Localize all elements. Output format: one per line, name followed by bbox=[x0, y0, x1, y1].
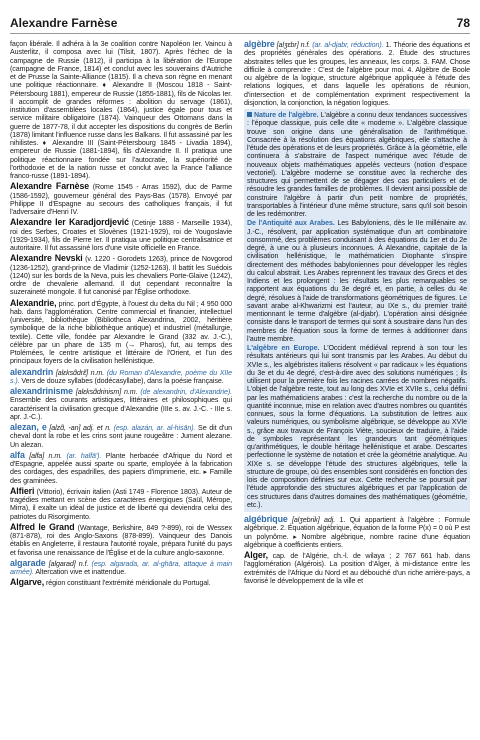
entry-text: (v. 1220 - Gorodets 1263), prince de Novgorod (1236-1252), grand-prince de Vladimir (1252-1263). Il battit les Suédois (1240) sur les bords de la Neva, puis les chevaliers Porte-Glaive (1242), ordre de chevalerie allemand. Il dut cependant reconnaître la suzeraineté mongole. Il fut canonisé par l'Église orthodoxe. bbox=[10, 255, 232, 297]
headword: Alexandre Farnèse bbox=[10, 181, 90, 192]
etymology: (de alexandrin, d'Alexandrie). bbox=[137, 388, 232, 396]
headword: Algarve, bbox=[10, 577, 45, 588]
etymology: (ar. halfā'). bbox=[62, 451, 102, 460]
entry-alexandre-farnese bbox=[10, 182, 232, 216]
panel-section-title: L'algèbre en Europe. bbox=[247, 344, 320, 352]
panel-section-title: Nature de l'algèbre. bbox=[254, 111, 319, 119]
entry-text: princ. port d'Égypte, à l'ouest du delta du Nil ; 4 950 000 hab. dans l'agglomération. Centre commercial et financier, intellectuel (université, bibliothèque (Bibliotheca Alexandrina, 2002, héritière symbolique de la riche bibliothèque antique) et industriel (métallurgie, textile). Cette ville, fondée par Alexandre le Grand (332 av. J.-C.), célèbre par un phare de 135 m (→ Pharos), fut, au temps des Ptolémées, le centre artistique et littéraire de l'Orient, et l'un des principaux foyers de la civilisation hellénistique. bbox=[10, 299, 232, 366]
entry-continuation bbox=[10, 40, 232, 180]
headword: alfa bbox=[10, 449, 25, 460]
entry-text: Ensemble des courants artistiques, littéraires et philosophiques qui caractérisent la civilisation grecque d'Alexandrie (IIIe s. av. J.-C. - IIIe s. apr. J.-C.). bbox=[10, 396, 232, 421]
headword: algèbre bbox=[244, 40, 275, 49]
entry-alfred bbox=[10, 523, 232, 557]
panel-section-title: De l'Antiquité aux Arabes. bbox=[247, 219, 335, 228]
headword: algarade bbox=[10, 557, 46, 568]
headword: Alexandrie, bbox=[10, 297, 57, 308]
entry-text: région constituant l'extrémité méridionale du Portugal. bbox=[44, 579, 211, 588]
pronunciation: [alɛksɑ̃drinism] n.m. bbox=[72, 388, 138, 396]
entry-text: façon libérale. Il adhéra à la 3e coalition contre Napoléon Ier. Vaincu à Austerlitz, il composa avec lui (Tilsit, 1807). Après l'échec de la campagne de Russie (1812), il participa à la libération de l'Europe (campagne de France, 1814) et conclut avec les souverains d'Autriche et de Prusse la Sainte-Alliance (1815). Il a cheva son règne en menant une politique réactionnaire. ♦ Alexandre II (Moscou 1818 - Saint-Pétersbourg 1881), empereur de Russie (1855-1881), fils de Nicolas Ier. Il accomplit de grandes réformes : abolition du servage (1861), institution d'assemblées locales (1864), justice égale pour tous et service militaire obligatoire (1874). Vainqueur des Ottomans dans la guerre de 1877-78, il dut accepter les dispositions du congrès de Berlin (1878) limitant l'influence russe dans les Balkans. Il fut assassiné par les nihilistes. ♦ Alexandre III (Saint-Pétersbourg 1845 - Livadia 1894), empereur de Russie (1881-1894), fils d'Alexandre II. Il pratiqua une politique réactionnaire fondée sur l'autocratie, la supériorité de l'orthodoxie et de la nation russe et conclut avec la France l'alliance franco-russe (1891-1894). bbox=[10, 40, 232, 180]
panel-text: Les Babyloniens, dès le IIe millénaire av. J.-C., résolvent, par application systématique d'un art combinatoire consommé, des problèmes conduisant à des équations du 1er et du 2e degré, à une ou à plusieurs inconnues. À Alexandrie, capitale de la civilisation hellénistique, le mathématicien Diophante s'inspire directement des méthodes babyloniennes pour développer les règles du calcul abstrait. Les Arabes reprennent les travaux des Grecs et des Indiens et les prolongent : les résultats les plus remarquables se rapportent aux équations du 3e degré et, en partie, à celles du 4e degré, résolues à l'aide de transformations géométriques de figures. Le savant arabe al-Khwarizmi est l'auteur, au IXe s., du premier traité mentionnant le terme d'algèbre (al-djabr). L'opération ainsi désignée consiste dans le transport de termes qui sont à soustraire dans l'un des membres de l'équation sous la forme de termes à additionner dans l'autre membre. bbox=[247, 219, 467, 343]
entry-text: Se dit d'un cheval dont la robe et les crins sont jaune rougeâtre : Jument alezane. Un alezan. bbox=[10, 424, 232, 449]
entry-text: Altercation vive et inattendue. bbox=[33, 568, 126, 576]
panel-section-europe bbox=[247, 344, 467, 509]
entry-alfa bbox=[10, 451, 232, 485]
headword: alezan, e bbox=[10, 422, 47, 432]
panel-section-antiquite bbox=[247, 219, 467, 343]
headword: Alexandre Nevski bbox=[10, 253, 83, 264]
entry-text: (Wantage, Berkshire, 849 ?-899), roi de Wessex (871-878), roi des Anglo-Saxons (878-899). Vainqueur des Danois établis en Angleterre, il restaura l'autorité royale, prépara l'unité du pays et favorisa une renaissance de l'Église et de la culture anglo-saxonne. bbox=[10, 523, 232, 557]
panel-text: L'algèbre a connu deux tendances successives : l'époque classique, puis celle dite « moderne ». L'algèbre classique trouve son origine dans une généralisation de l'arithmétique. Consacrée à la résolution des équations algébriques, elle s'attache à l'étude des opérations et de leurs propriétés. Grâce à la géométrie, elle continuera à s'abstraire de l'aspect numérique avec l'étude de nouveaux objets mathématiques appelés vecteurs (notion d'espace vectoriel). L'algèbre moderne se constitue avec la recherche des structures qui permettent de se dégager des cas particuliers et de résoudre les grandes familles de problèmes. Il devient ainsi possible de construire l'algèbre à partir d'un petit nombre de propriétés, transportables à l'intérieur d'une même structure, sans qu'il soit besoin de les redémontrer. bbox=[247, 111, 468, 218]
etymology: (ar. al-djabr, réduction). bbox=[310, 41, 384, 49]
panel-text: L'Occident médiéval reprend à son tour les résultats antérieurs qui lui sont transmis par les Arabes. Au début du XVIe s., les algébristes italiens résolvent « par radicaux » les équations du 3e et du 4e degré, c'est-à-dire avec des solutions numériques ; ils utilisent pour la première fois les racines carrées de nombres négatifs. L'objet de l'algèbre reste, tout au long des XVIe et XVIIe s., celui défini par les mathématiciens arabes : c'est la recherche du nombre ou de la quantité inconnue, mise en relation avec d'autres nombres ou quantités connues, sous la forme d'équations. La substitution de lettres aux valeurs numériques, ou symbolisme algébrique, se développe au XVIe s., grâce aux travaux de François Viète, soucieux de traduire, à l'aide de symboles représentant les grandeurs tant géométriques qu'arithmétiques, le double héritage hellénistique et arabe. Descartes perfectionne le système de notation et crée la géométrie analytique. Au XIXe s. se développe l'étude des structures algébriques, telle la structure de groupe, où des ensembles sont considérés en fonction des lois de composition définies sur eux. Cette recherche se poursuit par l'étude approfondie des structures algébriques et par l'application de ces structures dans d'autres domaines des mathématiques (géométrie, etc.). bbox=[247, 344, 467, 509]
entry-algarade bbox=[10, 559, 232, 577]
entry-text: (Rome 1545 - Arras 1592), duc de Parme (1586-1592), gouverneur général des Pays-Bas (1578). Envoyé par Philippe II d'Espagne au secours des catholiques français, il fut l'adversaire d'Henri IV. bbox=[10, 183, 232, 216]
headword: Alfred le Grand bbox=[10, 521, 75, 532]
entry-text: cap. de l'Algérie, ch.-l. de wilaya ; 2 767 661 hab. dans l'agglomération (Algérois). La position d'Alger, à mi-distance entre les extrémités de l'Afrique du Nord et au débouché d'un riche arrière-pays, a favorisé le développement de la ville et bbox=[244, 552, 470, 585]
headword: algébrique bbox=[244, 514, 288, 524]
left-column bbox=[10, 40, 232, 736]
entry-alexandre-karadjordjevic bbox=[10, 218, 232, 252]
entry-text: 1. Qui appartient à l'algèbre : Formule algébrique. 2. Équation algébrique, équation de la forme P(x) = 0 où P est un polynôme. ▸ Nombre algébrique, nombre racine d'une équation algébrique à coefficients entiers. bbox=[244, 516, 470, 549]
headword: Alger, bbox=[244, 550, 268, 560]
encyclopedic-panel bbox=[244, 109, 470, 512]
entry-text: 1. Théorie des équations et des propriétés générales des opérations. 2. Étude des structures abstraites telles que les groupes, les anneaux, les corps. 3. FAM. Chose difficile à comprendre : C'est de l'algèbre pour moi. 4. Algèbre de Boole ou algèbre de la logique, structure algébrique appliquée à l'étude des relations logiques, et dans laquelle les opérations de réunion, d'intersection et de complémentation expriment respectivement la disjonction, la conjonction, la négation logiques. bbox=[244, 41, 470, 107]
entry-text: (Vittorio), écrivain italien (Asti 1749 - Florence 1803). Auteur de tragédies mettant en scène des caractères énergiques (Saül, Mérope, Mirra), il exalte un idéal de justice et de liberté qui deviendra celui des patriotes du Risorgimento. bbox=[10, 487, 232, 521]
entry-text: (Cetinje 1888 - Marseille 1934), roi des Serbes, Croates et Slovènes (1921-1929), roi de Yougoslavie (1929-1934), fils de Pierre Ier. Il pratiqua une politique centralisatrice et autoritaire. Il fut assassiné lors d'une visite officielle en France. bbox=[10, 219, 232, 252]
entry-alger bbox=[244, 551, 470, 585]
headword: alexandrin bbox=[10, 366, 54, 377]
right-column bbox=[244, 40, 470, 736]
entry-alexandrinisme bbox=[10, 387, 232, 421]
running-head: Alexandre Farnèse bbox=[10, 16, 118, 30]
pronunciation: [alɛksɑ̃drɛ̃] n.m. bbox=[53, 368, 105, 377]
page-number: 78 bbox=[456, 16, 470, 30]
entry-alexandrie bbox=[10, 299, 232, 366]
entry-algarve bbox=[10, 578, 232, 587]
entry-algebre bbox=[244, 40, 470, 107]
etymology: (du Roman d'Alexandre, poème du XIIe s.). bbox=[10, 368, 232, 385]
etymology: (esp. alazán, ar. al-hisān). bbox=[110, 424, 196, 432]
headword: Alfieri bbox=[10, 485, 35, 496]
headword: Alexandre Ier Karadjordjević bbox=[10, 217, 129, 228]
entry-alexandre-nevski bbox=[10, 254, 232, 296]
entry-text: Vers de douze syllabes (dodécasyllabe), dans la poésie française. bbox=[19, 376, 224, 385]
pronunciation: [algarad] n.f. bbox=[45, 559, 89, 568]
etymology: (esp. algarada, ar. al-ghāra, attaque à main armée). bbox=[10, 559, 232, 576]
pronunciation: [alʒɛbr] n.f. bbox=[274, 41, 311, 49]
entry-text: Plante herbacée d'Afrique du Nord et d'Espagne, appelée aussi sparte ou sparte, employée à la fabrication des cordages, des espadrilles, des papiers d'imprimerie, etc. ▸ Famille des graminées. bbox=[10, 451, 232, 485]
entry-algebrique bbox=[244, 515, 470, 549]
entry-alfieri bbox=[10, 487, 232, 521]
page-header bbox=[10, 8, 470, 34]
panel-section-nature bbox=[247, 111, 467, 218]
pronunciation: [alfa] n.m. bbox=[24, 451, 63, 460]
pronunciation: [alʒebrik] adj. bbox=[287, 516, 336, 524]
entry-alezan bbox=[10, 423, 232, 449]
square-bullet-icon bbox=[247, 112, 252, 117]
headword: alexandrinisme bbox=[10, 386, 73, 396]
entry-alexandrin bbox=[10, 368, 232, 386]
pronunciation: [alzɑ̃, -an] adj. et n. bbox=[46, 424, 111, 432]
